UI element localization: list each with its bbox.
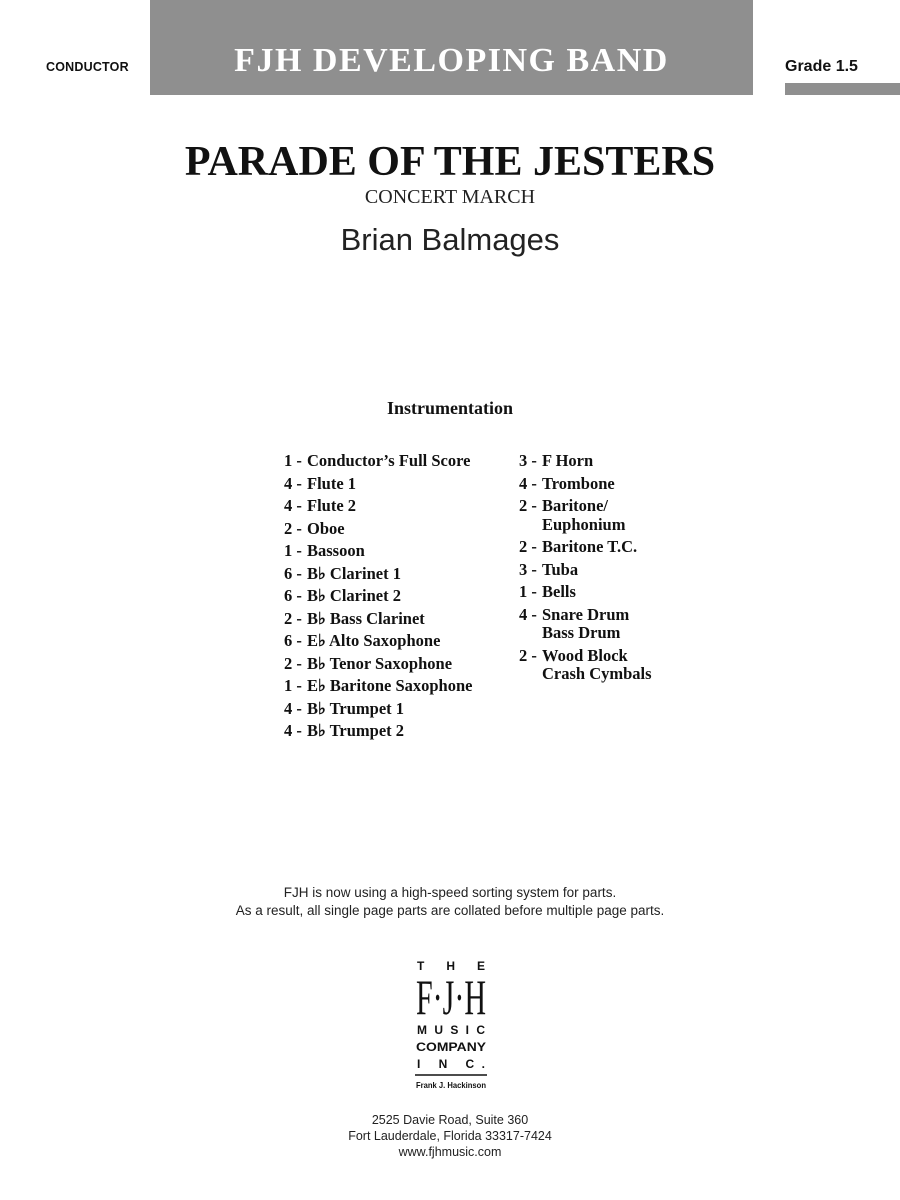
instrument-count: 4 - xyxy=(519,604,537,624)
instrument-name: Bassoon xyxy=(307,541,365,560)
instrument-item xyxy=(519,559,652,582)
instrument-name: Trombone xyxy=(542,473,615,493)
instrument-count: 2 - xyxy=(284,518,302,538)
publisher-address xyxy=(0,1112,900,1160)
logo-the: T H E xyxy=(417,959,485,973)
instrument-name: Snare Drum Bass Drum xyxy=(542,604,630,642)
instrument-item xyxy=(519,473,652,496)
instrument-count: 2 - xyxy=(284,653,302,673)
instrument-count: 4 - xyxy=(284,473,302,493)
instrument-item xyxy=(284,495,472,518)
logo-company: COMPANY xyxy=(416,1040,486,1054)
instrumentation-heading: Instrumentation xyxy=(386,398,513,418)
instrument-item xyxy=(519,604,652,645)
instrument-item xyxy=(284,608,472,631)
instrument-name: B♭ Trumpet 2 xyxy=(307,721,405,740)
instrument-item xyxy=(284,653,472,676)
instrument-count: 6 - xyxy=(284,631,302,650)
instrument-name: Conductor’s Full Score xyxy=(307,451,471,470)
instrument-name: Flute 2 xyxy=(307,496,357,515)
instrument-count: 4 - xyxy=(284,496,302,515)
instrumentation-list-left xyxy=(284,450,472,743)
instrument-name: Baritone/ Euphonium xyxy=(542,496,626,534)
instrument-name: Tuba xyxy=(542,559,579,579)
address-city: Fort Lauderdale, Florida 33317-7424 xyxy=(348,1129,552,1143)
grade-label: Grade 1.5 xyxy=(785,58,858,75)
instrument-name: Bells xyxy=(542,582,576,601)
instrument-count: 1 - xyxy=(284,541,302,560)
instrument-name: B♭ Trumpet 1 xyxy=(307,698,405,718)
instrument-item xyxy=(284,540,472,563)
instrument-item xyxy=(284,698,472,721)
instrument-item xyxy=(284,720,472,743)
address-web: www.fjhmusic.com xyxy=(398,1145,502,1159)
sorting-note-line-2: As a result, all single page parts are collated before multiple page parts. xyxy=(235,903,665,918)
series-title: FJH DEVELOPING BAND xyxy=(234,42,669,79)
instrument-item xyxy=(284,518,472,541)
conductor-label: CONDUCTOR xyxy=(46,60,129,74)
instrument-item xyxy=(284,585,472,608)
instrument-count: 6 - xyxy=(284,563,302,583)
instrument-count: 2 - xyxy=(519,537,537,556)
instrument-name: B♭ Tenor Saxophone xyxy=(307,653,453,673)
instrument-item xyxy=(519,536,652,559)
instrument-name: E♭ Baritone Saxophone xyxy=(307,676,473,695)
instrument-name: F Horn xyxy=(542,451,594,470)
instrumentation-list-right xyxy=(519,450,652,686)
instrument-name: E♭ Alto Saxophone xyxy=(307,631,441,650)
instrument-name: B♭ Bass Clarinet xyxy=(307,608,425,628)
instrument-item xyxy=(284,450,472,473)
instrument-count: 4 - xyxy=(284,721,302,740)
instrument-name: Baritone T.C. xyxy=(542,537,638,556)
instrument-name: Oboe xyxy=(307,518,345,538)
instrument-count: 2 - xyxy=(519,496,537,515)
sorting-note-line-1: FJH is now using a high-speed sorting system for parts. xyxy=(283,885,617,900)
instrument-item xyxy=(284,473,472,496)
page-title: PARADE OF THE JESTERS xyxy=(184,139,716,185)
instrument-item xyxy=(519,645,652,686)
logo-inc: I N C. xyxy=(417,1057,485,1071)
instrument-item xyxy=(284,563,472,586)
instrument-count: 1 - xyxy=(284,451,302,470)
logo-fjh: F·J·H xyxy=(416,969,486,1025)
fjh-logo xyxy=(413,958,489,1092)
composer-name: Brian Balmages xyxy=(340,222,560,257)
instrument-item xyxy=(519,495,652,536)
subtitle: CONCERT MARCH xyxy=(364,186,536,208)
address-street: 2525 Davie Road, Suite 360 xyxy=(371,1113,529,1127)
logo-music: MUSIC xyxy=(417,1023,485,1037)
instrument-item xyxy=(519,581,652,604)
instrument-item xyxy=(519,450,652,473)
logo-signature: Frank J. Hackinson xyxy=(416,1080,486,1090)
instrument-count: 1 - xyxy=(284,676,302,695)
series-banner xyxy=(150,0,753,95)
instrument-count: 3 - xyxy=(519,559,537,579)
instrument-count: 4 - xyxy=(284,698,302,718)
instrument-name: B♭ Clarinet 2 xyxy=(307,586,401,605)
sorting-note xyxy=(0,884,900,920)
instrument-count: 4 - xyxy=(519,473,537,493)
instrument-count: 2 - xyxy=(519,645,537,665)
instrument-item xyxy=(284,675,472,698)
instrument-count: 1 - xyxy=(519,582,537,601)
instrument-item xyxy=(284,630,472,653)
instrument-name: Flute 1 xyxy=(307,473,357,493)
grade-bar xyxy=(785,83,900,95)
instrument-name: B♭ Clarinet 1 xyxy=(307,563,401,583)
instrument-count: 3 - xyxy=(519,451,537,470)
instrument-name: Wood Block Crash Cymbals xyxy=(542,645,652,683)
instrument-count: 6 - xyxy=(284,586,302,605)
instrument-count: 2 - xyxy=(284,608,302,628)
